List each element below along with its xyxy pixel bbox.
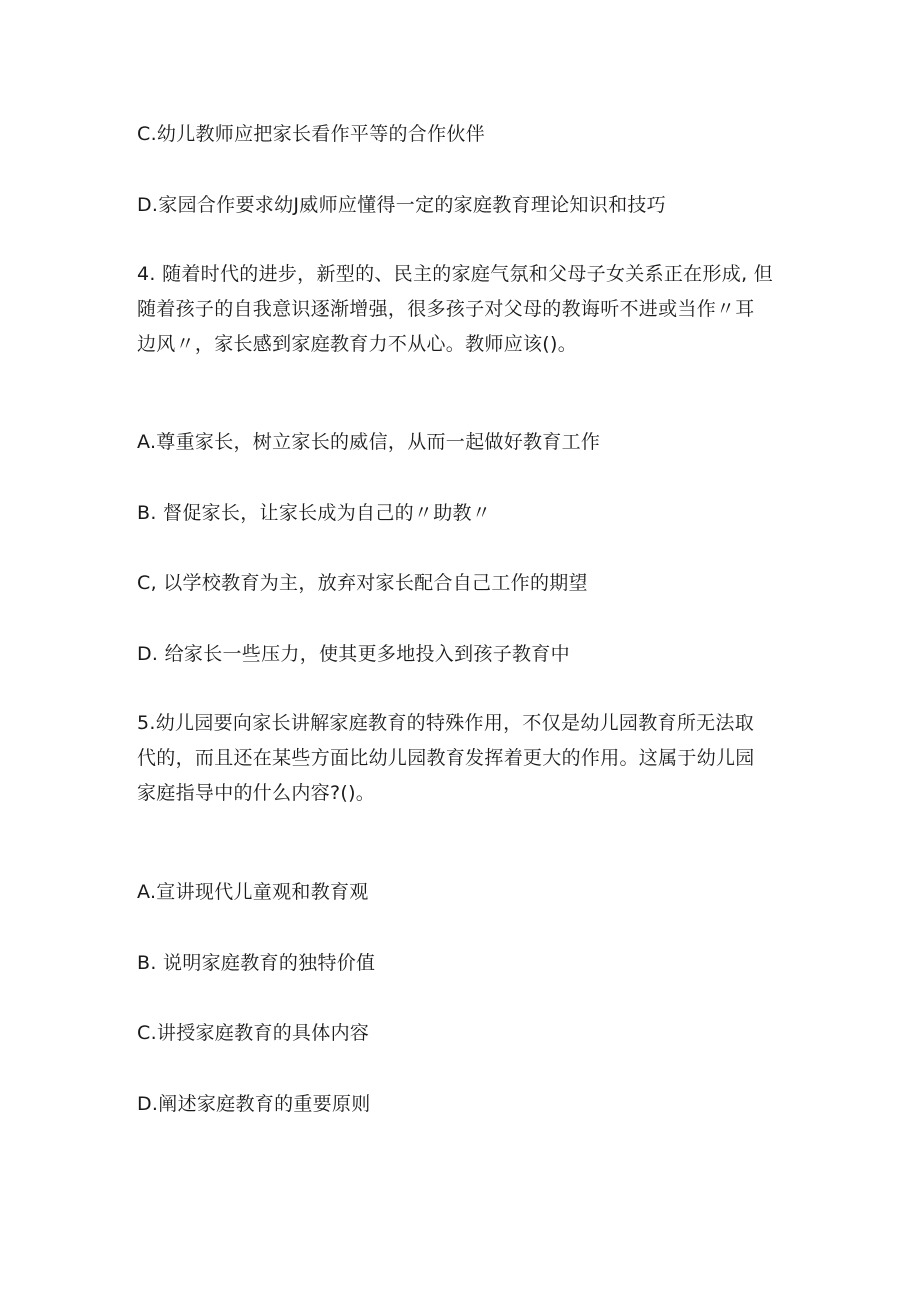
q3-option-d: D.家园合作要求幼J威师应懂得一定的家庭教育理论知识和技巧 — [137, 194, 666, 216]
q4-option-b: B. 督促家长，让家长成为自己的〃助教〃 — [137, 502, 492, 524]
q4-stem — [137, 257, 787, 362]
q5-stem-line-3: 家庭指导中的什么内容?()。 — [137, 782, 376, 804]
q5-stem-line-2: 代的，而且还在某些方面比幼儿园教育发挥着更大的作用。这属于幼儿园 — [137, 747, 755, 769]
q5-option-d: D.阐述家庭教育的重要原则 — [137, 1093, 371, 1115]
q5-option-b: B. 说明家庭教育的独特价值 — [137, 952, 376, 974]
q5-option-c: C.讲授家庭教育的具体内容 — [137, 1022, 370, 1044]
q5-stem-line-1: 5.幼儿园要向家长讲解家庭教育的特殊作用，不仅是幼儿园教育所无法取 — [137, 712, 755, 734]
q4-stem-line-1: 4. 随着时代的进步，新型的、民主的家庭气氛和父母子女关系正在形成, 但 — [137, 263, 774, 285]
q5-option-a: A.宣讲现代儿童观和教育观 — [137, 881, 369, 903]
q3-option-c: C.幼儿教师应把家长看作平等的合作伙伴 — [137, 123, 486, 145]
q4-option-a: A.尊重家长，树立家长的威信，从而一起做好教育工作 — [137, 431, 601, 453]
q4-option-c: C, 以学校教育为主，放弃对家长配合自己工作的期望 — [137, 572, 588, 594]
q4-stem-line-3: 边风〃，家长感到家庭教育力不从心。教师应该()。 — [137, 333, 578, 355]
q4-stem-line-2: 随着孩子的自我意识逐渐增强，很多孩子对父母的教诲听不进或当作〃耳 — [137, 298, 755, 320]
q4-option-d: D. 给家长一些压力，使其更多地投入到孩子教育中 — [137, 643, 570, 665]
q5-stem — [137, 706, 787, 811]
